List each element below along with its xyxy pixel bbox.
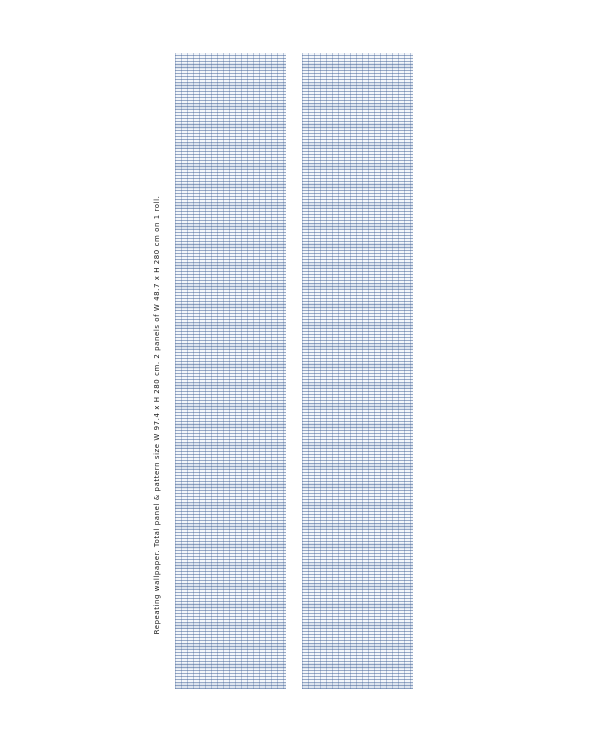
wallpaper-panel-left — [175, 53, 286, 689]
dimensions-caption: Repeating wallpaper. Total panel & pattern size W 97.4 x H 280 cm. 2 panels of W 48.7 x H 280 cm on 1 roll. — [153, 195, 161, 635]
wallpaper-panel-right — [302, 53, 413, 689]
